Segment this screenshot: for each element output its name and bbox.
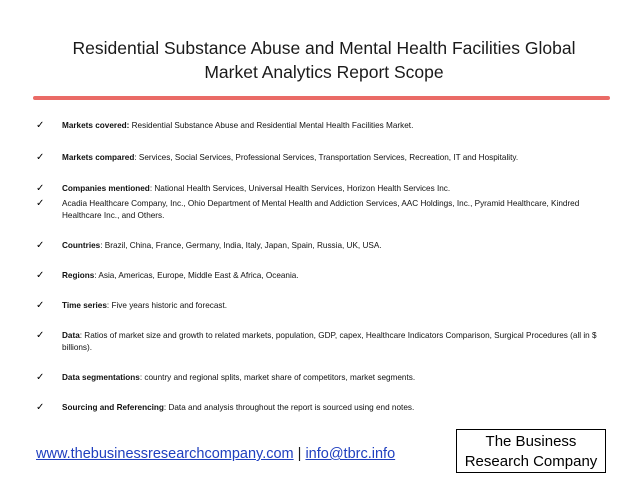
bullet-companies-mentioned [36, 183, 616, 195]
checkmark-icon: ✓ [36, 152, 45, 163]
bullet-data [36, 330, 616, 354]
checkmark-icon: ✓ [36, 270, 45, 281]
page-title-line-2: Market Analytics Report Scope [204, 62, 444, 82]
scope-bullet-list [36, 120, 616, 414]
footer-separator: | [293, 446, 306, 462]
checkmark-icon: ✓ [36, 300, 45, 311]
checkmark-icon: ✓ [36, 330, 45, 341]
bullet-data-segmentations [36, 372, 616, 384]
brand-line-1: The Business [485, 433, 577, 450]
bullet-label: Companies mentioned [62, 184, 150, 193]
bullet-text: Acadia Healthcare Company, Inc., Ohio Department of Mental Health and Addiction Services, AAC Holdings, Inc., Pyramid Healthcare, Kindred Healthcare Inc., and Others. [62, 199, 580, 220]
website-link[interactable]: www.thebusinessresearchcompany.com [36, 446, 294, 462]
bullet-text: Residential Substance Abuse and Residential Mental Health Facilities Market. [129, 121, 414, 130]
checkmark-icon: ✓ [36, 198, 45, 209]
bullet-text: : country and regional splits, market share of competitors, market segments. [139, 373, 416, 382]
bullet-label: Countries [62, 241, 101, 250]
bullet-label: Data [62, 331, 80, 340]
checkmark-icon: ✓ [36, 372, 45, 383]
bullet-text: : Brazil, China, France, Germany, India, Italy, Japan, Spain, Russia, UK, USA. [100, 241, 382, 250]
bullet-sourcing [36, 402, 616, 414]
company-brand-box [456, 429, 606, 473]
checkmark-icon: ✓ [36, 120, 45, 131]
checkmark-icon: ✓ [36, 402, 45, 413]
page-title-line-1: Residential Substance Abuse and Mental Health Facilities Global [72, 38, 576, 58]
bullet-text: : Ratios of market size and growth to related markets, population, GDP, capex, Healthcare Indicators Comparison, Surgical Procedures (all in $ billions). [62, 331, 597, 352]
bullet-label: Time series [62, 301, 107, 310]
bullet-companies-continued [36, 198, 616, 222]
bullet-regions [36, 270, 616, 282]
bullet-text: : Services, Social Services, Professional Services, Transportation Services, Recreation, IT and Hospitality. [134, 153, 519, 162]
bullet-markets-compared [36, 152, 616, 164]
bullet-label: Sourcing and Referencing [62, 403, 164, 412]
email-link[interactable]: info@tbrc.info [305, 446, 396, 462]
bullet-label: Markets covered: [62, 121, 130, 130]
checkmark-icon: ✓ [36, 240, 45, 251]
bullet-text: : Data and analysis throughout the report is sourced using end notes. [163, 403, 415, 412]
footer-contact [36, 445, 395, 463]
bullet-label: Data segmentations [62, 373, 140, 382]
brand-line-2: Research Company [464, 453, 598, 470]
title-divider [33, 96, 610, 100]
bullet-label: Regions [62, 271, 95, 280]
bullet-time-series [36, 300, 616, 312]
bullet-text: : National Health Services, Universal Health Services, Horizon Health Services Inc. [149, 184, 451, 193]
bullet-text: : Five years historic and forecast. [106, 301, 228, 310]
page-title [40, 36, 608, 84]
checkmark-icon: ✓ [36, 183, 45, 194]
bullet-text: : Asia, Americas, Europe, Middle East & Africa, Oceania. [94, 271, 299, 280]
bullet-markets-covered [36, 120, 616, 132]
bullet-label: Markets compared [62, 153, 135, 162]
bullet-countries [36, 240, 616, 252]
